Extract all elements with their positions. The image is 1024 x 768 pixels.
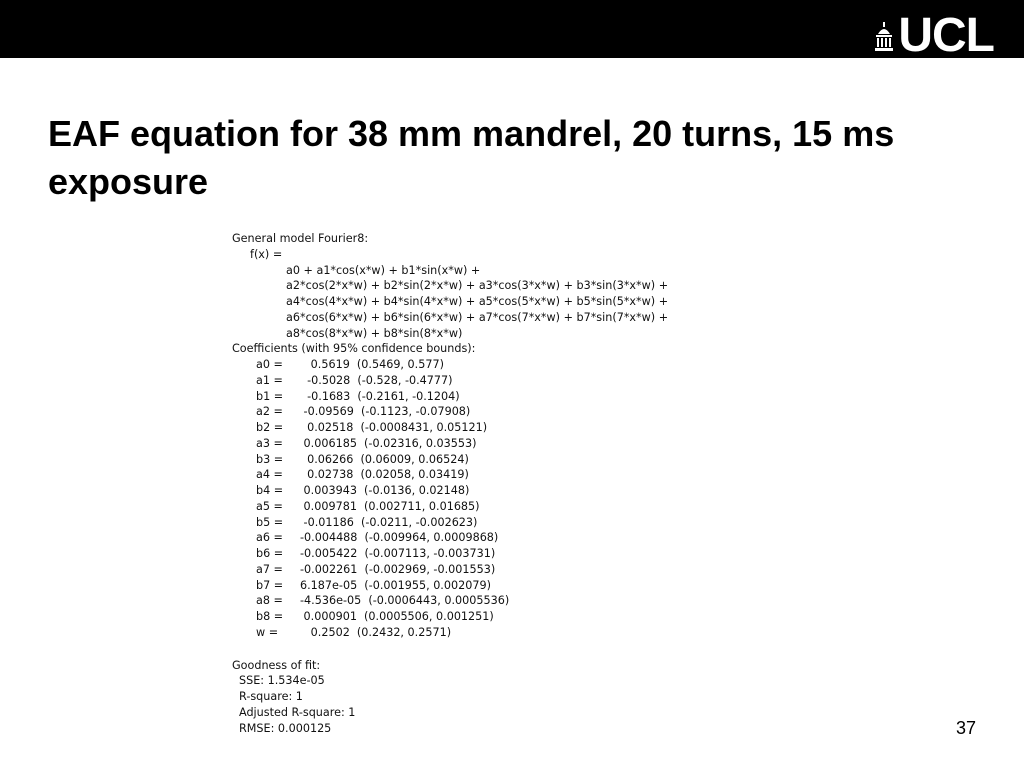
coefficient-row [232, 530, 712, 546]
goodness-line: R-square: 1 [239, 690, 303, 703]
coefficient-row [232, 593, 712, 609]
top-banner [0, 0, 1024, 62]
model-heading: General model Fourier8: [232, 232, 369, 245]
coefficient-row [232, 625, 712, 641]
coefficient-value: -0.005422 (-0.007113, -0.003731) [300, 547, 496, 560]
coefficient-row [232, 515, 712, 531]
coefficient-row [232, 389, 712, 405]
coefficient-name: a6 = [256, 531, 283, 545]
slide-title: EAF equation for 38 mm mandrel, 20 turns, 15 ms exposure [48, 113, 895, 202]
coefficient-value: -0.09569 (-0.1123, -0.07908) [300, 405, 471, 419]
coefficient-name: a0 = [256, 358, 283, 371]
fit-output [232, 231, 712, 736]
coefficient-row [232, 483, 712, 499]
coefficient-name: a7 = [256, 562, 283, 576]
coefficient-name: b8 = [256, 610, 284, 623]
logo-text: UCL [898, 9, 994, 62]
coefficient-value: 0.000901 (0.0005506, 0.001251) [300, 610, 494, 623]
coefficient-value: -4.536e-05 (-0.0006443, 0.0005536) [300, 594, 510, 608]
coefficient-value: -0.004488 (-0.009964, 0.0009868) [300, 531, 499, 545]
coefficient-value: -0.5028 (-0.528, -0.4777) [300, 373, 453, 387]
portico-dome-icon [874, 22, 894, 52]
page-number: 37 [955, 718, 976, 738]
coefficient-value: -0.1683 (-0.2161, -0.1204) [300, 389, 460, 403]
coefficient-row [232, 562, 712, 578]
coefficient-name: b6 = [256, 547, 284, 560]
coefficient-value: 0.003943 (-0.0136, 0.02148) [300, 484, 470, 497]
coefficient-value: 0.02738 (0.02058, 0.03419) [300, 468, 469, 482]
equation-line: a6*cos(6*x*w) + b6*sin(6*x*w) + a7*cos(7*x*w) + b7*sin(7*x*w) + [286, 310, 669, 324]
coefficient-row [232, 404, 712, 420]
coefficient-name: b7 = [256, 578, 284, 592]
coefficient-row [232, 546, 712, 562]
coefficient-row [232, 436, 712, 452]
coefficient-value: 0.5619 (0.5469, 0.577) [300, 358, 444, 371]
coefficient-name: b4 = [256, 484, 284, 497]
coefficient-name: b2 = [256, 421, 284, 434]
equation-line: a0 + a1*cos(x*w) + b1*sin(x*w) + [286, 263, 481, 277]
coefficient-name: b3 = [256, 452, 284, 466]
coefficient-row [232, 452, 712, 468]
goodness-line: RMSE: 0.000125 [239, 721, 332, 735]
coefficient-value: 0.2502 (0.2432, 0.2571) [300, 625, 452, 639]
goodness-line: SSE: 1.534e-05 [239, 674, 325, 688]
coefficient-value: -0.01186 (-0.0211, -0.002623) [300, 515, 478, 529]
coefficient-row [232, 499, 712, 515]
coefficient-row [232, 373, 712, 389]
coefficient-name: b5 = [256, 515, 284, 529]
spacer [232, 641, 712, 658]
coefficient-name: a1 = [256, 373, 283, 387]
goodness-heading: Goodness of fit: [232, 658, 321, 672]
coefficient-name: w = [256, 625, 279, 639]
equation-line: a2*cos(2*x*w) + b2*sin(2*x*w) + a3*cos(3*x*w) + b3*sin(3*x*w) + [286, 279, 669, 293]
coefficient-row [232, 609, 712, 625]
coefficient-value: 0.02518 (-0.0008431, 0.05121) [300, 421, 488, 434]
coefficients-heading: Coefficients (with 95% confidence bounds): [232, 342, 476, 356]
goodness-line: Adjusted R-square: 1 [239, 705, 356, 719]
coefficient-row [232, 467, 712, 483]
coefficient-name: a3 = [256, 436, 283, 450]
coefficient-value: 0.006185 (-0.02316, 0.03553) [300, 436, 477, 450]
coefficient-value: 0.06266 (0.06009, 0.06524) [300, 452, 469, 466]
coefficient-row [232, 578, 712, 594]
fx-label: f(x) = [250, 247, 283, 261]
coefficient-row [232, 420, 712, 436]
coefficient-name: a2 = [256, 405, 283, 419]
coefficient-name: a5 = [256, 499, 283, 513]
equation-line: a4*cos(4*x*w) + b4*sin(4*x*w) + a5*cos(5*x*w) + b5*sin(5*x*w) + [286, 295, 669, 308]
coefficient-value: -0.002261 (-0.002969, -0.001553) [300, 562, 496, 576]
coefficient-name: a4 = [256, 468, 283, 482]
ucl-logo [874, 9, 994, 62]
coefficient-name: a8 = [256, 594, 283, 608]
coefficient-value: 0.009781 (0.002711, 0.01685) [300, 499, 480, 513]
equation-line: a8*cos(8*x*w) + b8*sin(8*x*w) [286, 326, 463, 340]
coefficient-name: b1 = [256, 389, 284, 403]
coefficient-row [232, 357, 712, 373]
coefficient-value: 6.187e-05 (-0.001955, 0.002079) [300, 578, 491, 592]
